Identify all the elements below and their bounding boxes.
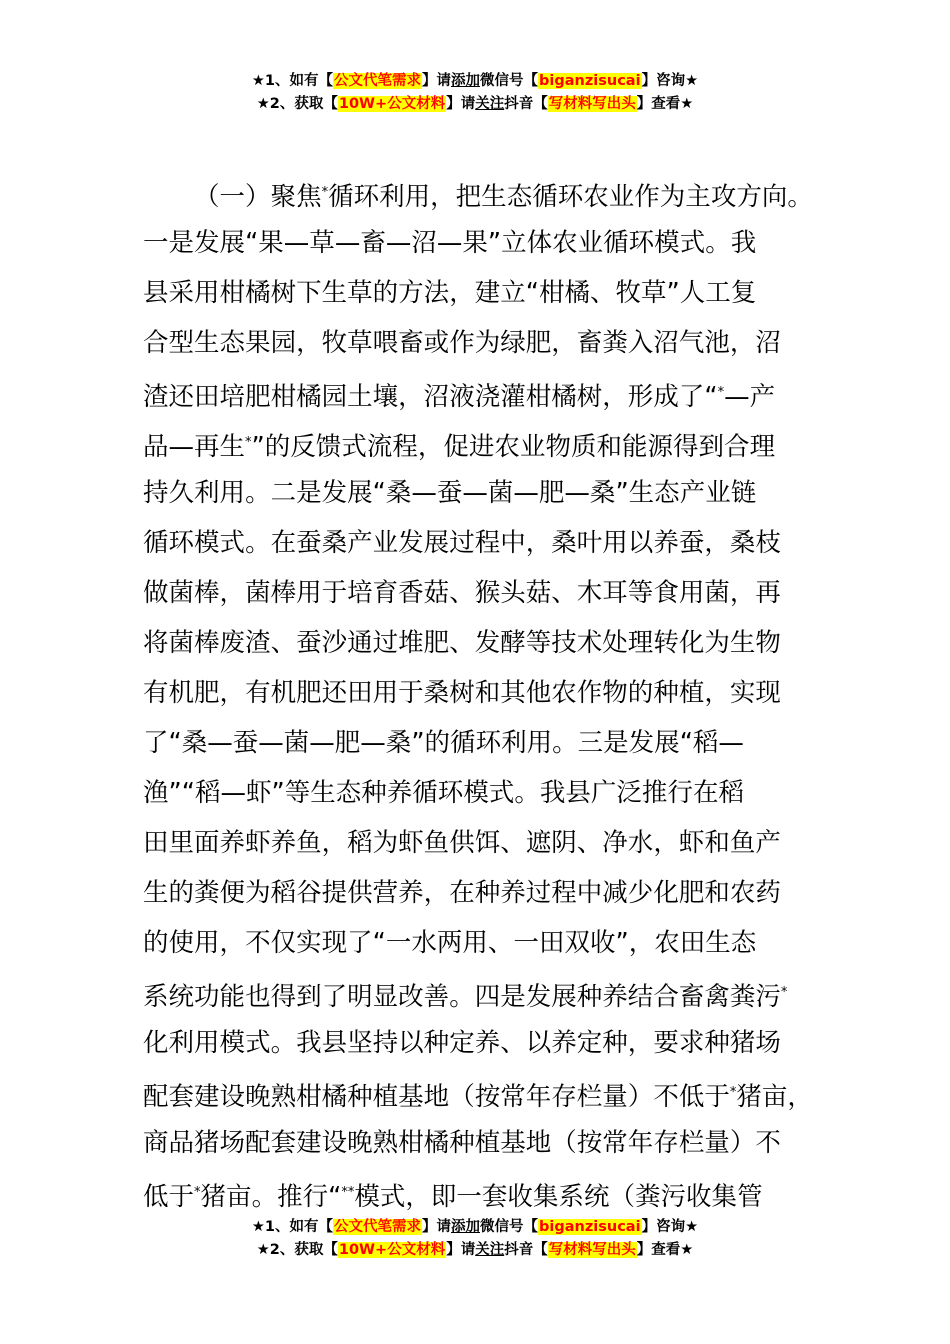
header-line-2 <box>0 93 950 116</box>
paragraph-line: 了“桑—蚕—菌—肥—桑”的循环利用。三是发展“稻— <box>143 728 744 758</box>
footer-text-underlined: 添加 <box>451 1219 481 1235</box>
footer-line-1 <box>0 1216 950 1239</box>
header-text: 】查看★ <box>636 96 694 112</box>
footer-text-underlined: 关注 <box>475 1242 505 1258</box>
footer-text: ★1、如有【 <box>251 1219 334 1235</box>
paragraph-line: 化利用模式。我县坚持以种定养、以养定种，要求种猪场 <box>143 1028 781 1058</box>
highlight-materials: 10W+公文材料 <box>338 96 446 112</box>
header-text-underlined: 关注 <box>475 96 505 112</box>
header-banner <box>0 70 950 116</box>
highlight-service: 公文代笔需求 <box>334 73 422 89</box>
highlight-service: 公文代笔需求 <box>334 1219 422 1235</box>
highlight-douyin-account: 写材料写出头 <box>548 96 636 112</box>
footer-line-2 <box>0 1239 950 1262</box>
highlight-materials: 10W+公文材料 <box>338 1242 446 1258</box>
paragraph-line: 渔”“稻—虾”等生态种养循环模式。我县广泛推行在稻 <box>143 778 744 808</box>
paragraph-line: 品—再生*”的反馈式流程，促进农业物质和能源得到合理 <box>143 432 776 462</box>
paragraph-line: （一）聚焦*循环利用，把生态循环农业作为主攻方向。 <box>194 182 813 212</box>
header-line-1 <box>0 70 950 93</box>
highlight-wechat-id: biganzisucai <box>539 1219 641 1235</box>
paragraph-line: 生的粪便为稻谷提供营养，在种养过程中减少化肥和农药 <box>143 878 781 908</box>
paragraph-line: 配套建设晚熟柑橘种植基地（按常年存栏量）不低于*猪亩， <box>143 1082 813 1112</box>
highlight-douyin-account: 写材料写出头 <box>548 1242 636 1258</box>
footer-text: 】咨询★ <box>641 1219 699 1235</box>
paragraph-line: 县采用柑橘树下生草的方法，建立“柑橘、牧草”人工复 <box>143 278 757 308</box>
paragraph-line: 将菌棒废渣、蚕沙通过堆肥、发酵等技术处理转化为生物 <box>143 628 781 658</box>
footer-text: 微信号【 <box>480 1219 539 1235</box>
paragraph-line: 做菌棒，菌棒用于培育香菇、猴头菇、木耳等食用菌，再 <box>143 578 781 608</box>
footer-text: ★2、获取【 <box>256 1242 338 1258</box>
header-text: 微信号【 <box>480 73 539 89</box>
paragraph-line: 系统功能也得到了明显改善。四是发展种养结合畜禽粪污* <box>143 982 788 1012</box>
header-text: 】请 <box>422 73 452 89</box>
paragraph-line: 一是发展“果—草—畜—沼—果”立体农业循环模式。我 <box>143 228 757 258</box>
header-text: ★2、获取【 <box>256 96 338 112</box>
paragraph-line: 低于*猪亩。推行“**模式，即一套收集系统（粪污收集管 <box>143 1182 763 1212</box>
footer-text: 抖音【 <box>504 1242 548 1258</box>
footer-banner <box>0 1216 950 1262</box>
header-text: ★1、如有【 <box>251 73 334 89</box>
footer-text: 】请 <box>446 1242 476 1258</box>
paragraph-line: 渣还田培肥柑橘园土壤，沼液浇灌柑橘树，形成了“*—产 <box>143 382 776 412</box>
paragraph-line: 合型生态果园，牧草喂畜或作为绿肥，畜粪入沼气池，沼 <box>143 328 781 358</box>
paragraph-line: 田里面养虾养鱼，稻为虾鱼供饵、遮阴、净水，虾和鱼产 <box>143 828 781 858</box>
header-text-underlined: 添加 <box>451 73 481 89</box>
header-text: 】请 <box>446 96 476 112</box>
footer-text: 】查看★ <box>636 1242 694 1258</box>
paragraph-line: 商品猪场配套建设晚熟柑橘种植基地（按常年存栏量）不 <box>143 1128 781 1158</box>
paragraph-line: 循环模式。在蚕桑产业发展过程中，桑叶用以养蚕，桑枝 <box>143 528 781 558</box>
paragraph-line: 持久利用。二是发展“桑—蚕—菌—肥—桑”生态产业链 <box>143 478 757 508</box>
highlight-wechat-id: biganzisucai <box>539 73 641 89</box>
paragraph-line: 的使用，不仅实现了“一水两用、一田双收”，农田生态 <box>143 928 757 958</box>
header-text: 抖音【 <box>504 96 548 112</box>
footer-text: 】请 <box>422 1219 452 1235</box>
header-text: 】咨询★ <box>641 73 699 89</box>
paragraph-line: 有机肥，有机肥还田用于桑树和其他农作物的种植，实现 <box>143 678 781 708</box>
